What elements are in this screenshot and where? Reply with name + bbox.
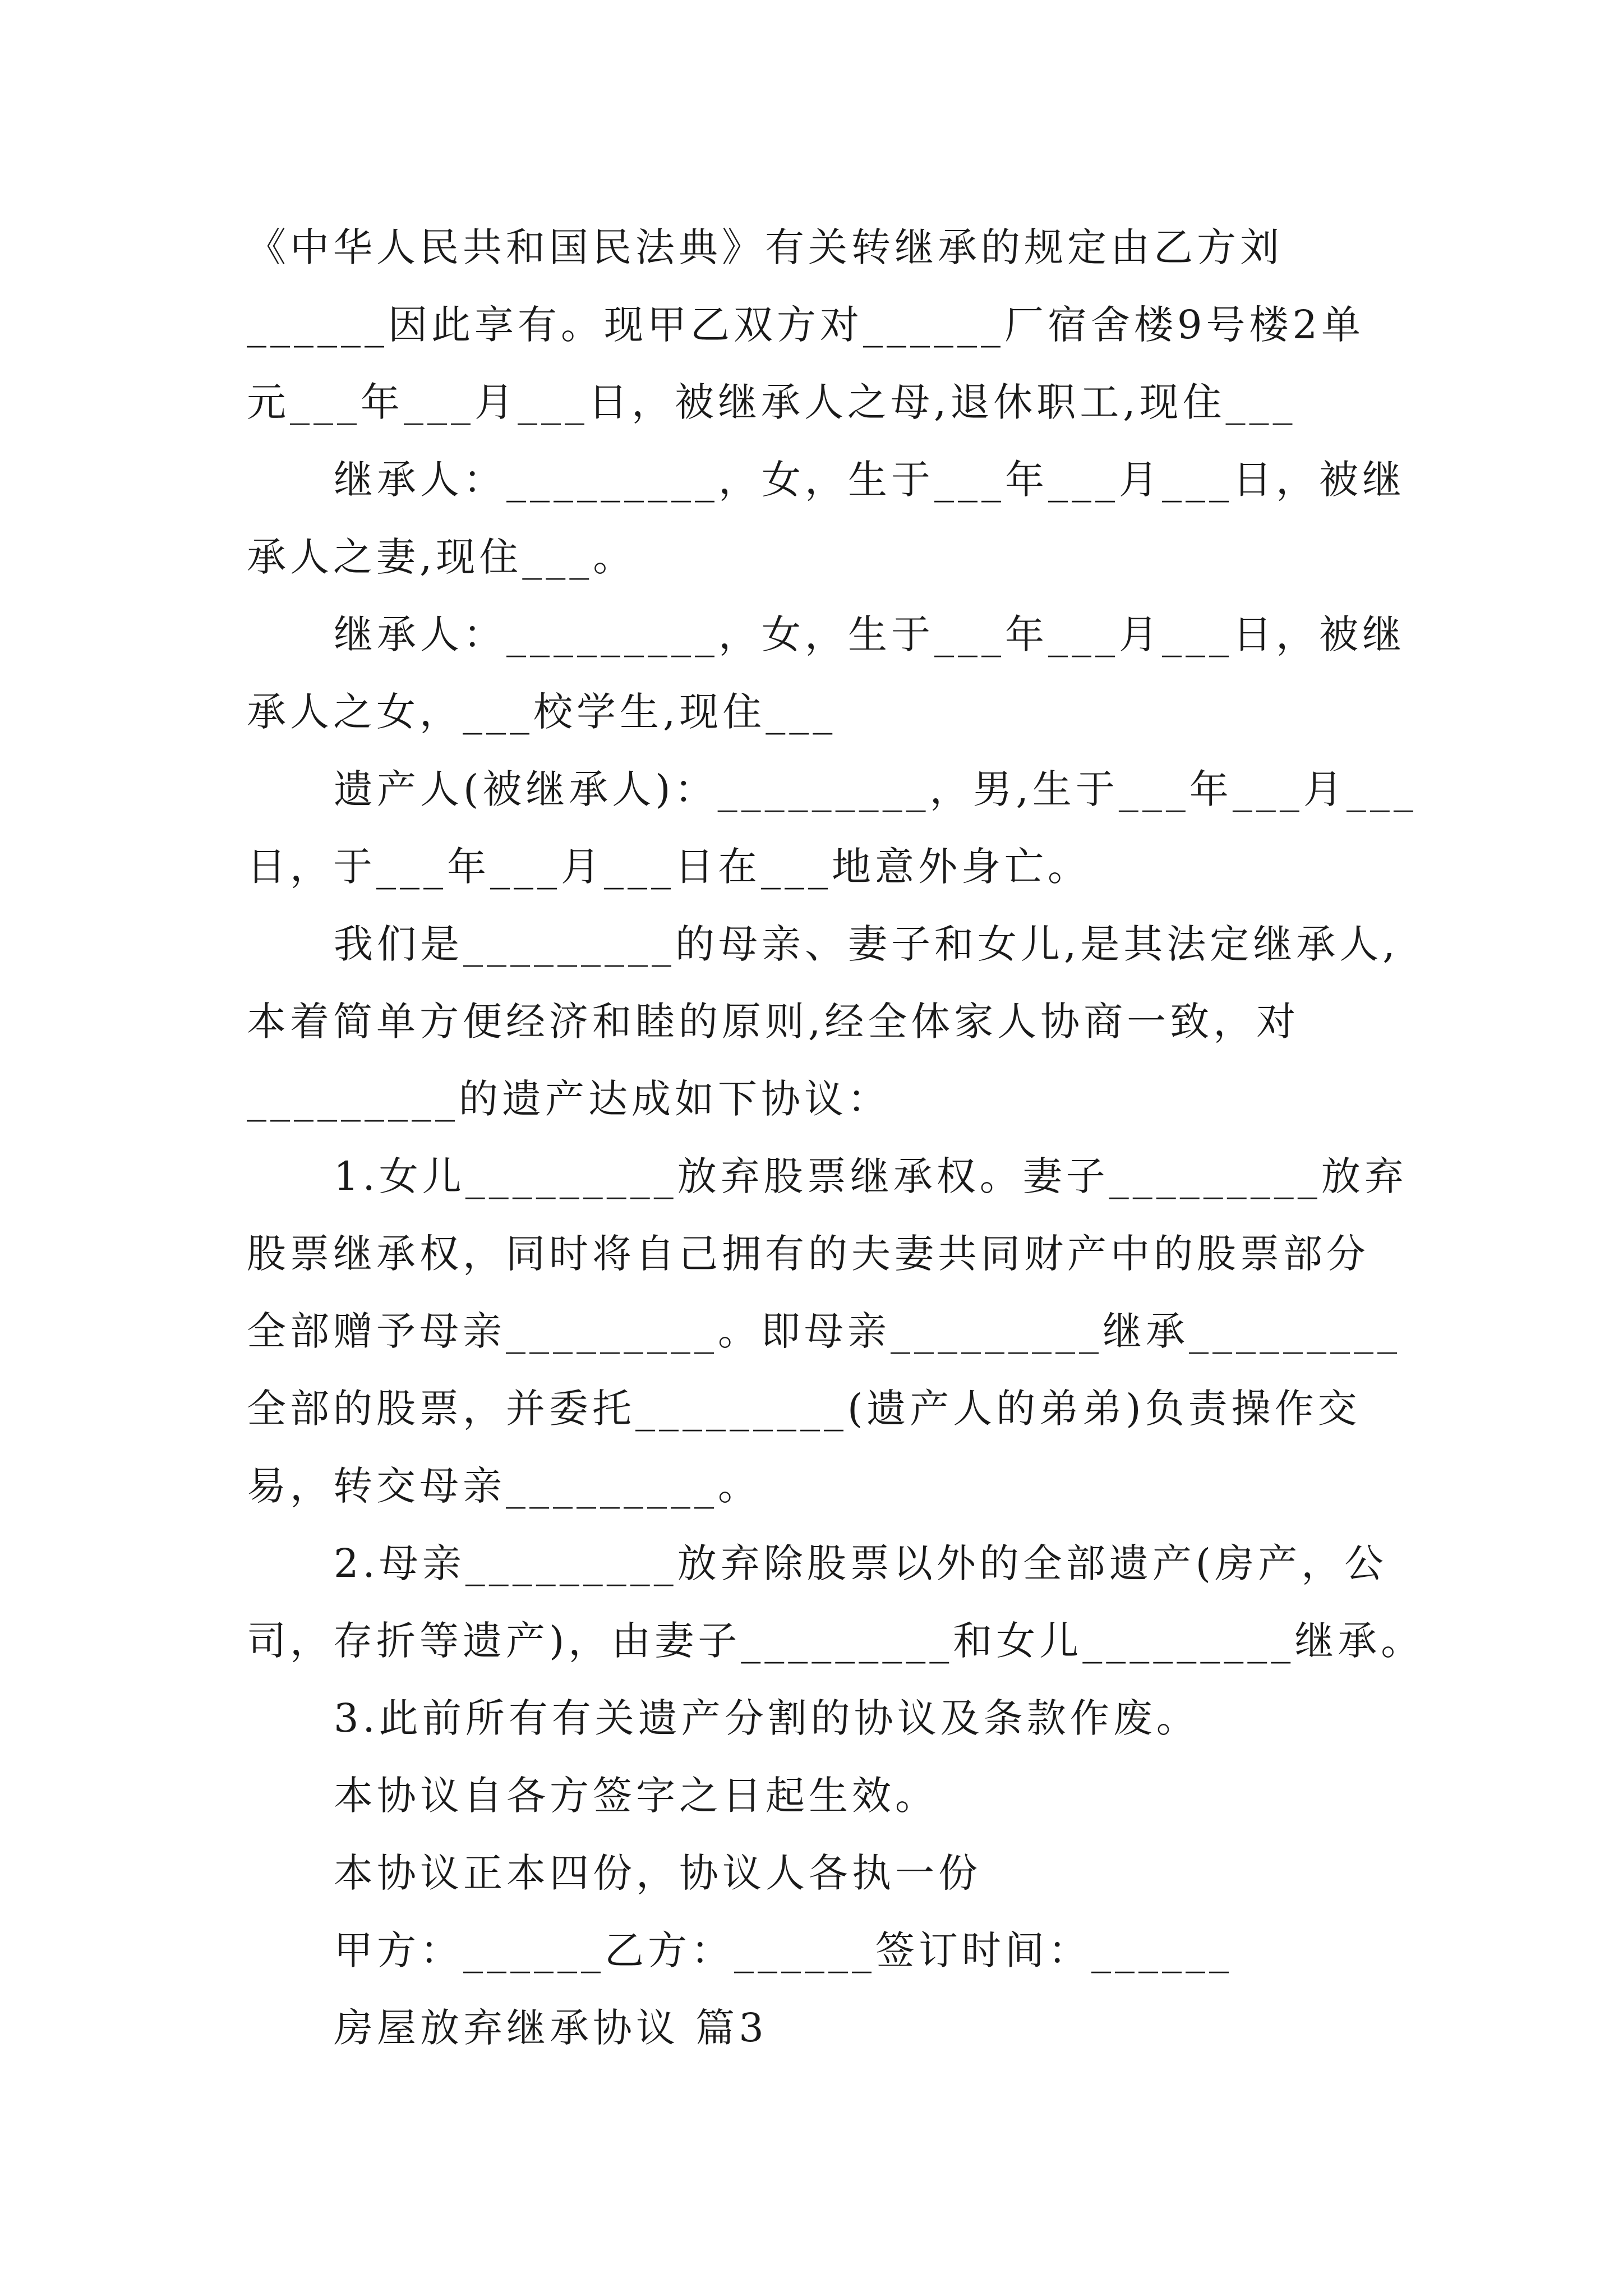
text-line: 元___年___月___日，被继承人之母,退休职工,现住___ — [247, 379, 1297, 425]
text-line: 全部的股票，并委托_________(遗产人的弟弟)负责操作交 — [247, 1386, 1361, 1432]
text-line: 司，存折等遗产)，由妻子_________和女儿_________继承。 — [247, 1618, 1424, 1664]
text-line: 股票继承权，同时将自己拥有的夫妻共同财产中的股票部分 — [247, 1231, 1370, 1277]
signature-line: 甲方：______乙方：______签订时间：______ — [334, 1927, 1233, 1973]
text-line: 我们是_________的母亲、妻子和女儿,是其法定继承人, — [334, 921, 1399, 967]
text-line: ______因此享有。现甲乙双方对______厂宿舍楼9号楼2单 — [247, 302, 1365, 348]
text-line: 3.此前所有有关遗产分割的协议及条款作废。 — [334, 1695, 1200, 1741]
text-line: 本协议自各方签字之日起生效。 — [334, 1773, 938, 1819]
text-line: 日，于___年___月___日在___地意外身亡。 — [247, 844, 1091, 890]
text-line: 2.母亲_________放弃除股票以外的全部遗产(房产，公 — [334, 1540, 1388, 1586]
section-heading: 房屋放弃继承协议 篇3 — [334, 2005, 768, 2051]
text-line: 全部赠予母亲_________。即母亲_________继承_________ — [247, 1308, 1401, 1354]
text-line: 本协议正本四份，协议人各执一份 — [334, 1850, 981, 1896]
text-line: 1.女儿_________放弃股票继承权。妻子_________放弃 — [334, 1153, 1408, 1199]
text-line: 继承人：_________，女，生于___年___月___日，被继 — [334, 457, 1405, 503]
text-line: 《中华人民共和国民法典》有关转继承的规定由乙方刘 — [247, 224, 1283, 270]
text-line: 遗产人(被继承人)：_________，男,生于___年___月___ — [334, 766, 1417, 812]
text-line: 继承人：_________，女，生于___年___月___日，被继 — [334, 611, 1405, 657]
text-line: 承人之女，___校学生,现住___ — [247, 689, 837, 735]
text-line: 本着简单方便经济和睦的原则,经全体家人协商一致，对 — [247, 999, 1300, 1045]
text-line: _________的遗产达成如下协议： — [247, 1076, 891, 1122]
text-line: 易，转交母亲_________。 — [247, 1463, 761, 1509]
text-line: 承人之妻,现住___。 — [247, 534, 637, 580]
document-body — [247, 209, 1424, 2067]
